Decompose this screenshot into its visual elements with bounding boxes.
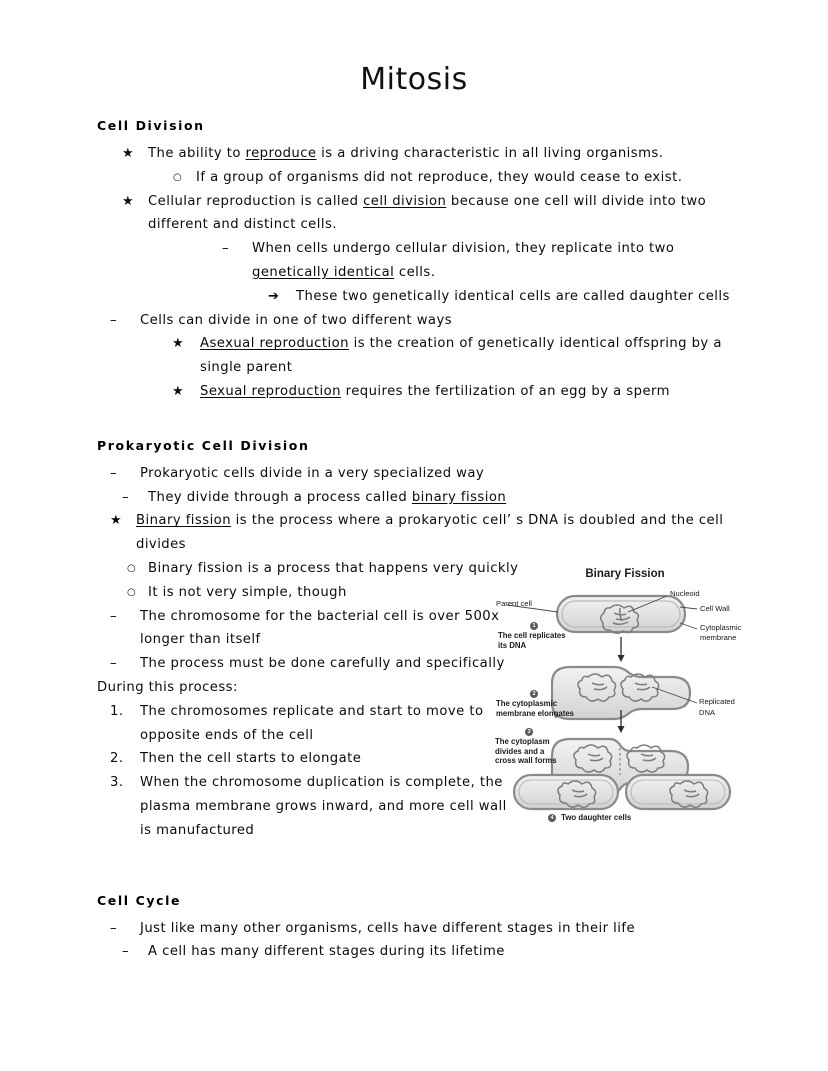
step-2-badge: 2 — [530, 690, 538, 698]
dash-bullet-icon: – — [110, 920, 118, 936]
number-bullet: 1. — [110, 703, 124, 719]
figure-step-1 — [498, 621, 566, 650]
dash-bullet-icon: – — [222, 241, 230, 257]
note-line-text: The process must be done carefully and specifically — [140, 656, 505, 672]
dash-bullet-icon: – — [110, 608, 118, 624]
note-line — [110, 700, 522, 748]
figure-step-2 — [496, 689, 574, 718]
note-line-text: Prokaryotic cells divide in a very specialized way — [140, 465, 485, 481]
step-1-badge: 1 — [530, 622, 538, 630]
note-line — [110, 309, 740, 333]
dash-bullet-icon: – — [122, 944, 130, 960]
note-line-text: When cells undergo cellular division, they replicate into two genetically identical cells. — [252, 241, 675, 280]
dash-bullet-icon: – — [122, 489, 130, 505]
step-1-line2: its DNA — [498, 640, 527, 650]
note-line — [168, 166, 756, 190]
number-bullet: 2. — [110, 751, 124, 767]
step-3-line3: cross wall forms — [495, 756, 557, 766]
note-line-text: A cell has many different stages during its lifetime — [148, 944, 505, 960]
note-line — [122, 190, 738, 238]
note-line-text: It is not very simple, though — [148, 584, 347, 600]
note-line — [122, 581, 520, 605]
note-line — [110, 509, 756, 557]
dash-bullet-icon: – — [110, 465, 118, 481]
note-line-text: Then the cell starts to elongate — [140, 751, 362, 767]
dash-bullet-icon: – — [110, 656, 118, 672]
note-line-text: The chromosomes replicate and start to move to opposite ends of the cell — [140, 703, 484, 743]
figure-title: Binary Fission — [585, 568, 665, 580]
arrow-bullet-icon: ➔ — [268, 288, 280, 304]
note-line-text: Just like many other organisms, cells have different stages in their life — [140, 920, 636, 936]
note-line-text: When the chromosome duplication is complete, the plasma membrane grows inward, and more cell wall is manufactured — [140, 775, 507, 838]
step-3-line2: divides and a — [495, 746, 545, 756]
binary-fission-figure — [492, 563, 742, 825]
step-3-line1: The cytoplasm — [495, 736, 550, 746]
step-3-badge: 3 — [525, 728, 533, 736]
note-line — [122, 940, 738, 964]
note-line — [122, 557, 520, 581]
note-line — [222, 237, 752, 285]
step-2-line2: membrane elongates — [496, 708, 574, 718]
star-bullet-icon: ★ — [110, 513, 123, 529]
note-line — [172, 380, 760, 404]
label-cell-wall: Cell Wall — [700, 604, 730, 613]
note-line-text: Cells can divide in one of two different ways — [140, 312, 453, 328]
note-line — [110, 605, 512, 653]
note-line — [122, 486, 738, 510]
note-line-text: Cellular reproduction is called cell division because one cell will divide into two different and distinct cells. — [148, 193, 707, 233]
section-heading: Cell Cycle — [97, 892, 182, 908]
note-line-text: They divide through a process called binary fission — [148, 489, 507, 505]
label-nucleoid: Nucleoid — [670, 589, 700, 598]
note-line-text: Binary fission is the process where a prokaryotic cell’ s DNA is doubled and the cell divides — [136, 513, 724, 553]
dash-bullet-icon: – — [110, 312, 118, 328]
step-2-line1: The cytoplasmic — [496, 698, 558, 708]
label-cytoplasmic-membrane-line1: Cytoplasmic — [700, 623, 742, 632]
figure-step-3 — [495, 727, 557, 766]
label-replicated-dna-line2: DNA — [699, 708, 716, 717]
note-line-text: These two genetically identical cells are called daughter cells — [296, 288, 730, 304]
note-line — [110, 771, 522, 842]
caption-badge: 4 — [548, 814, 556, 822]
step-1-line1: The cell replicates — [498, 630, 566, 640]
number-bullet: 3. — [110, 775, 124, 791]
section-heading: Cell Division — [97, 118, 205, 133]
circle-bullet-icon: ○ — [127, 586, 137, 598]
note-line-text: During this process: — [97, 679, 238, 695]
section-heading: Prokaryotic Cell Division — [97, 437, 310, 453]
note-line-text: Asexual reproduction is the creation of genetically identical offspring by a single parent — [200, 336, 722, 376]
circle-bullet-icon: ○ — [173, 171, 183, 183]
note-line — [110, 652, 512, 676]
note-line-text: Sexual reproduction requires the fertilization of an egg by a sperm — [200, 383, 670, 399]
label-cytoplasmic-membrane-line2: membrane — [700, 633, 737, 642]
note-line — [110, 917, 740, 941]
note-line-text: The ability to reproduce is a driving characteristic in all living organisms. — [148, 146, 664, 161]
star-bullet-icon: ★ — [122, 146, 135, 161]
note-line — [268, 285, 766, 309]
star-bullet-icon: ★ — [122, 193, 135, 209]
note-line — [110, 462, 740, 486]
note-line-text: If a group of organisms did not reproduce, they would cease to exist. — [196, 169, 683, 185]
label-replicated-dna-line1: Replicated — [699, 697, 735, 706]
note-line — [122, 142, 738, 166]
note-line-text: The chromosome for the bacterial cell is over 500x longer than itself — [140, 608, 500, 648]
note-line — [172, 332, 760, 380]
label-parent-cell: Parent cell — [496, 599, 532, 608]
star-bullet-icon: ★ — [172, 336, 185, 352]
star-bullet-icon: ★ — [172, 383, 185, 399]
note-line-text: Binary fission is a process that happens very quickly — [148, 560, 519, 576]
caption-text: Two daughter cells — [561, 813, 632, 822]
notes-body — [0, 118, 828, 964]
figure-caption — [548, 813, 631, 823]
note-line — [110, 747, 522, 771]
circle-bullet-icon: ○ — [127, 562, 137, 574]
page-title: Mitosis — [360, 62, 468, 97]
